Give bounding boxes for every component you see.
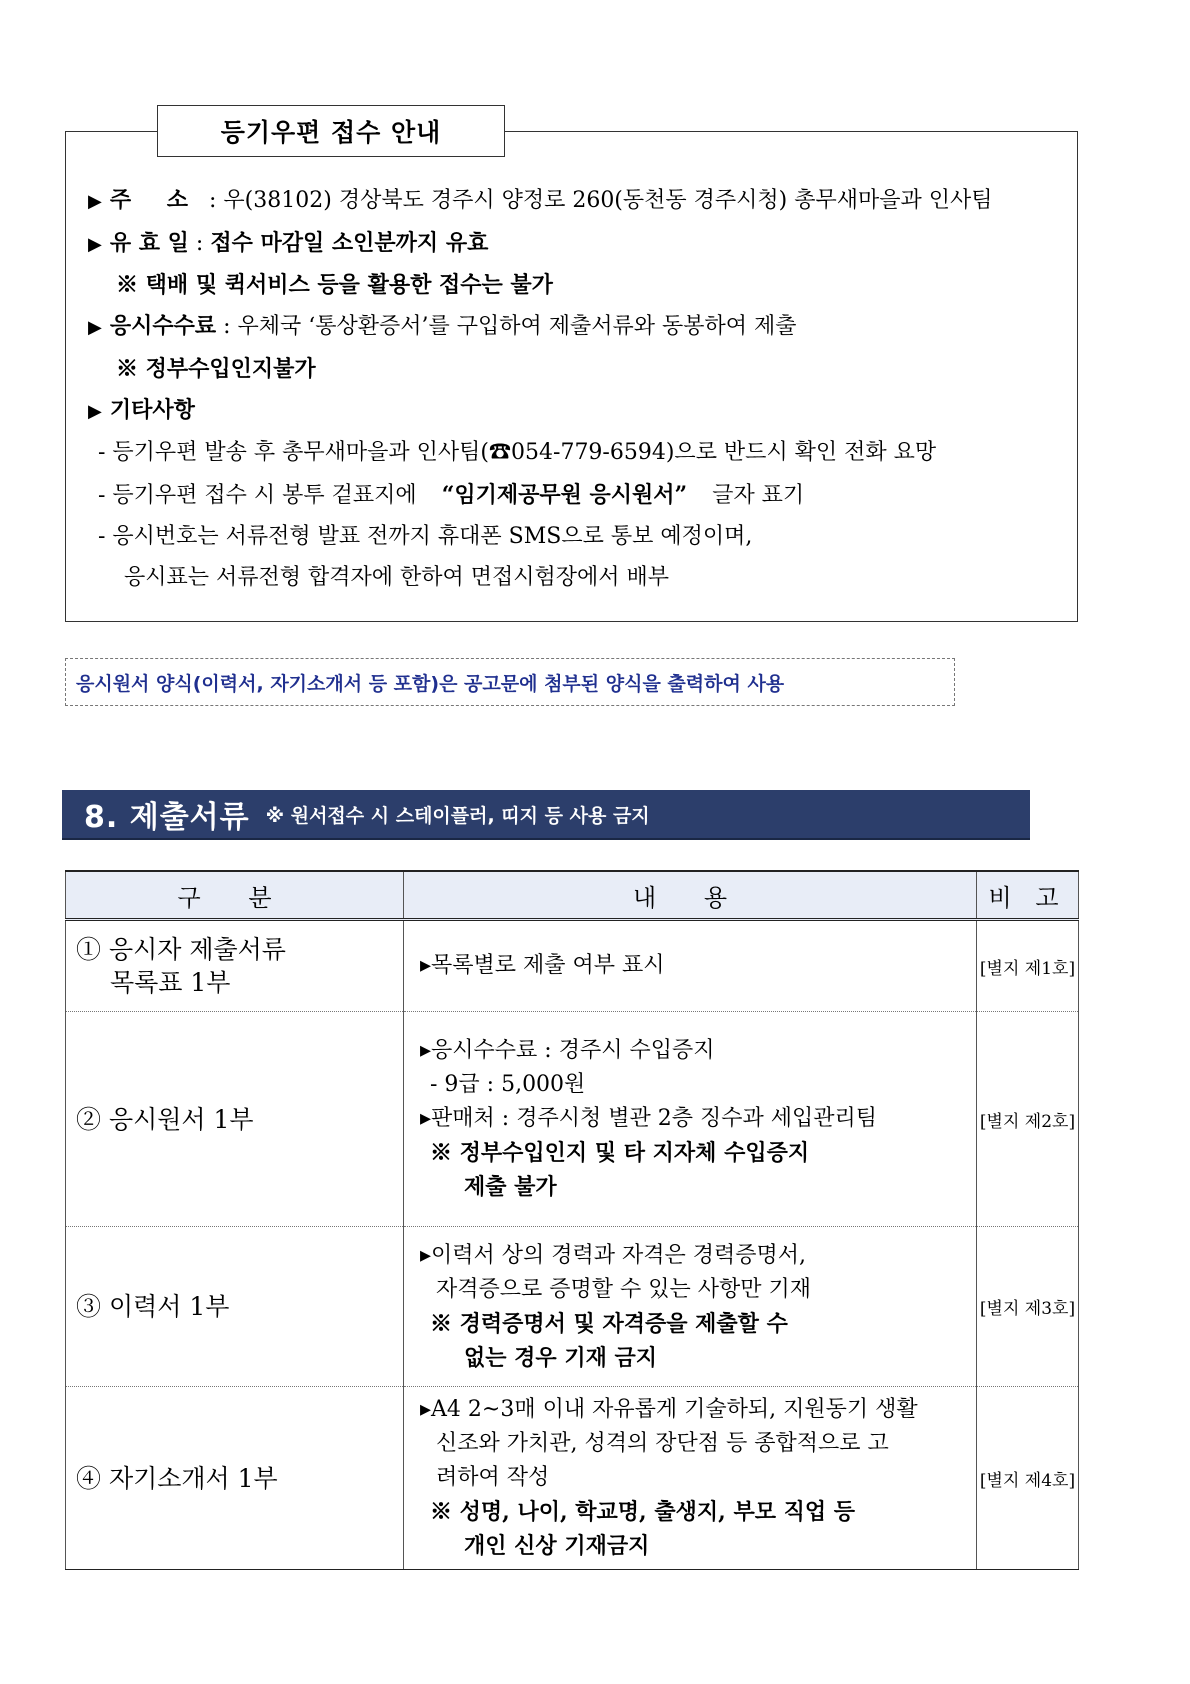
row-remark: [별지 제1호] [977,920,1079,1012]
header-remark: 비 고 [977,871,1079,920]
table-header-row [66,871,1079,920]
fee-label: 응시수수료 [109,314,217,339]
row-note-line: ※ 경력증명서 및 자격증을 제출할 수 [430,1310,788,1337]
row-content-line: ▸응시수수료 : 경주시 수입증지 [420,1038,715,1063]
row-content [404,920,977,1012]
triangle-bullet-icon: ▶ [88,191,102,212]
section-subtitle: ※ 원서접수 시 스테이플러, 띠지 등 사용 금지 [265,804,650,827]
form-notice: 응시원서 양식(이력서, 자기소개서 등 포함)은 공고문에 첨부된 양식을 출력하여 사용 [65,658,955,706]
table-row [66,1227,1079,1387]
row-item [66,920,404,1012]
address-value: 우(38102) 경상북도 경주시 양정로 260(동천동 경주시청) 총무새마을과 인사팀 [223,188,993,213]
row-item [66,1227,404,1387]
table-row [66,920,1079,1012]
validity-label: 유 효 일 [109,231,189,256]
fee-line: ▶ 응시수수료 : 우체국 ‘통상환증서’를 구입하여 제출서류와 동봉하여 제출 [88,314,797,339]
registered-mail-title: 등기우편 접수 안내 [157,105,505,157]
section-header [62,790,1030,840]
row-content-line: ▸A4 2~3매 이내 자유롭게 기술하되, 지원동기 생활 [420,1397,918,1422]
row-note-line: 개인 신상 기재금지 [464,1533,650,1559]
row-content-line: - 9급 : 5,000원 [430,1072,586,1097]
fee-note: ※ 정부수입인지불가 [116,356,316,382]
row-content-line: ▸목록별로 제출 여부 표시 [420,953,665,978]
row-item-line: ③ 이력서 1부 [76,1292,230,1321]
fee-value: 우체국 ‘통상환증서’를 구입하여 제출서류와 동봉하여 제출 [237,314,797,339]
misc-item-2-emphasis: “임기제공무원 응시원서” [441,482,688,508]
address-label: 주 소 [109,188,203,213]
row-remark: [별지 제2호] [977,1012,1079,1227]
row-content-line: 려하여 작성 [436,1465,550,1490]
row-note-line: ※ 정부수입인지 및 타 지자체 수입증지 [430,1140,810,1166]
table-row [66,1012,1079,1227]
row-content-line: ▸판매처 : 경주시청 별관 2층 징수과 세입관리팀 [420,1106,877,1131]
row-content [404,1012,977,1227]
misc-item-1: - 등기우편 발송 후 총무새마을과 인사팀(☎054-779-6594)으로 반드시 확인 전화 요망 [98,440,937,465]
validity-line: ▶ 유 효 일 : 접수 마감일 소인분까지 유효 [88,230,489,256]
row-note-line: ※ 성명, 나이, 학교명, 출생지, 부모 직업 등 [430,1499,856,1525]
misc-item-2-text: - 등기우편 접수 시 봉투 겉표지에 [98,483,417,508]
triangle-bullet-icon: ▶ [88,401,102,422]
row-remark: [별지 제4호] [977,1387,1079,1570]
row-item [66,1012,404,1227]
header-category: 구 분 [66,871,404,920]
validity-value: 접수 마감일 소인분까지 유효 [210,230,489,256]
row-item-line: ① 응시자 제출서류 [76,935,286,964]
table-row [66,1387,1079,1570]
misc-label: 기타사항 [109,398,195,423]
row-content [404,1387,977,1570]
documents-table [65,870,1079,1570]
header-content: 내 용 [404,871,977,920]
row-content-line: ▸이력서 상의 경력과 자격은 경력증명서, [420,1242,807,1268]
misc-line [88,396,195,427]
misc-item-3-cont: 응시표는 서류전형 합격자에 한하여 면접시험장에서 배부 [124,565,670,590]
address-line: ▶ 주 소 : 우(38102) 경상북도 경주시 양정로 260(동천동 경주시청) 총무새마을과 인사팀 [88,188,993,213]
row-content [404,1227,977,1387]
row-item-line: ④ 자기소개서 1부 [76,1463,278,1493]
misc-item-3: - 응시번호는 서류전형 발표 전까지 휴대폰 SMS으로 통보 예정이며, [98,524,753,549]
misc-item-2 [98,480,804,511]
misc-item-2-tail: 글자 표기 [712,483,805,508]
row-note-line: 없는 경우 기재 금지 [464,1344,657,1371]
triangle-bullet-icon: ▶ [88,317,102,338]
row-note-line: 제출 불가 [464,1174,557,1200]
triangle-bullet-icon: ▶ [88,234,102,255]
row-content-line: 신조와 가치관, 성격의 장단점 등 종합적으로 고 [436,1431,889,1456]
validity-note: ※ 택배 및 퀵서비스 등을 활용한 접수는 불가 [116,272,553,298]
row-content-line: 자격증으로 증명할 수 있는 사항만 기재 [436,1276,811,1302]
section-title: 8. 제출서류 [84,800,250,835]
row-remark: [별지 제3호] [977,1227,1079,1387]
row-item [66,1387,404,1570]
row-item-line: ② 응시원서 1부 [76,1104,254,1134]
row-item-line: 목록표 1부 [110,968,231,997]
